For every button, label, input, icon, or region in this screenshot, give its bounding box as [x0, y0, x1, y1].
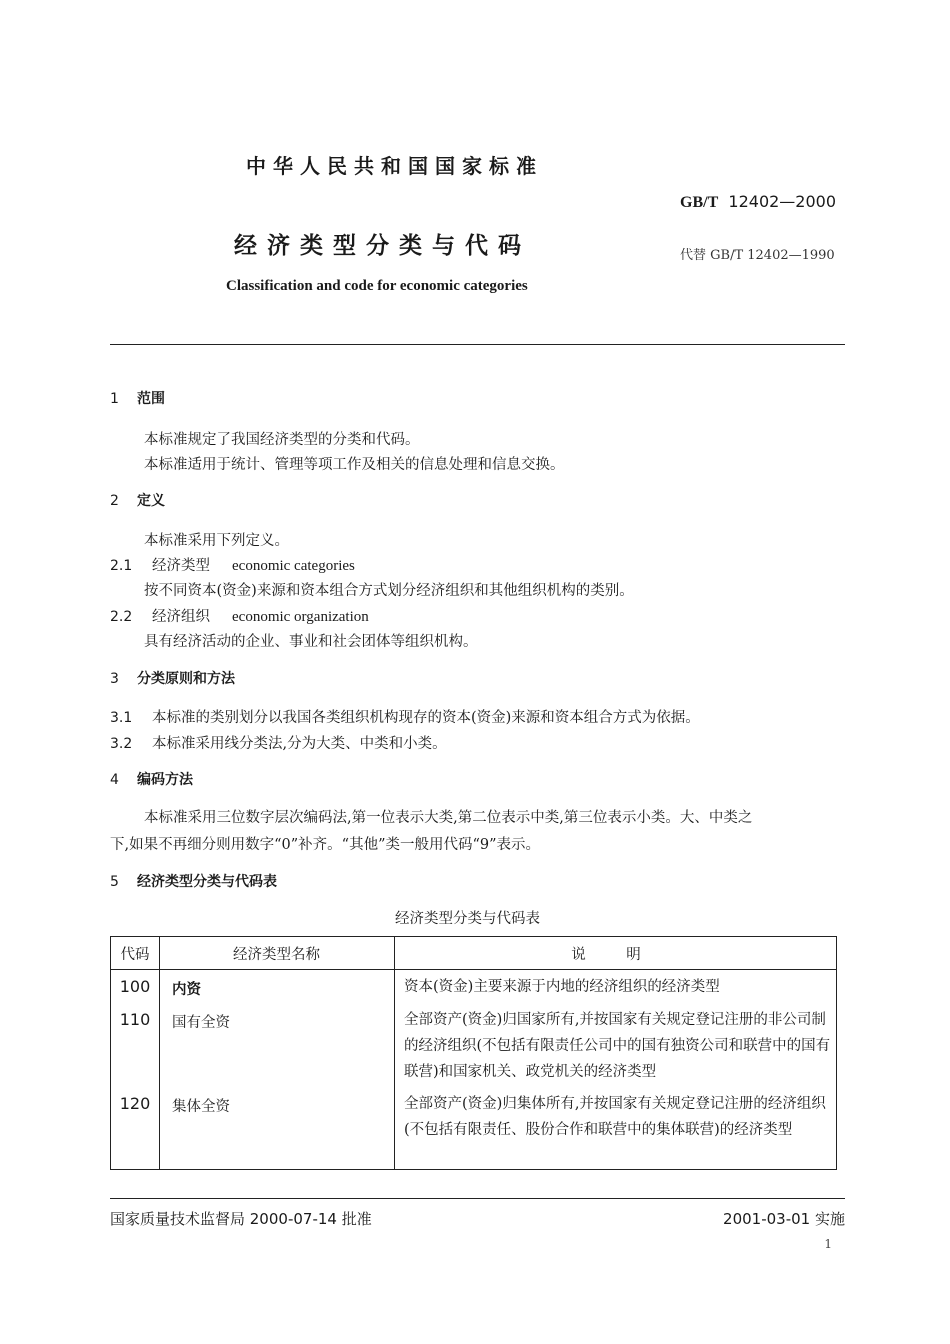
replaces-note: 代替 GB/T 12402—1990 [680, 248, 835, 263]
section-title: 编码方法 [137, 772, 193, 788]
footer-rule [110, 1198, 845, 1199]
header-code: 代码 [120, 947, 150, 963]
section-number: 5 [110, 874, 119, 890]
section-title: 范围 [137, 391, 165, 407]
definition-2-1-text: 按不同资本(资金)来源和资本组合方式划分经济组织和其他组织机构的类别。 [144, 583, 634, 599]
table-row-name: 集体全资 [172, 1099, 230, 1115]
clause-number: 2.2 [110, 609, 133, 625]
table-row-description: 资本(资金)主要来源于内地的经济组织的经济类型 [404, 979, 720, 995]
table-row-code: 100 [119, 977, 151, 996]
section-title: 定义 [137, 493, 165, 509]
clause-number: 3.1 [110, 710, 133, 726]
definition-2-1 [110, 554, 355, 575]
definition-term-english: economic categories [232, 558, 355, 574]
definition-term: 经济组织 [152, 609, 210, 625]
column-divider [159, 937, 160, 1169]
definition-term: 经济类型 [152, 558, 210, 574]
section-1-heading [110, 388, 165, 408]
section-3-heading [110, 668, 235, 688]
section-2-heading [110, 490, 165, 510]
clause-3-1 [110, 706, 700, 727]
header-divider [111, 969, 836, 970]
section-4-paragraph-line-1: 本标准采用三位数字层次编码法,第一位表示大类,第二位表示中类,第三位表示小类。大、中类之 [144, 810, 753, 826]
english-title: Classification and code for economic categories [226, 278, 528, 294]
standard-number-value: 12402—2000 [728, 192, 837, 211]
column-divider [394, 937, 395, 1169]
clause-text: 本标准的类别划分以我国各类组织机构现存的资本(资金)来源和资本组合方式为依据。 [152, 710, 700, 726]
section-title: 分类原则和方法 [137, 671, 235, 687]
document-title: 经济类型分类与代码 [234, 233, 531, 259]
table-caption: 经济类型分类与代码表 [395, 911, 540, 927]
implementation-date: 2001-03-01 实施 [723, 1210, 845, 1228]
issuing-agency: 中华人民共和国国家标准 [246, 154, 543, 178]
section-1-paragraph-2: 本标准适用于统计、管理等项工作及相关的信息处理和信息交换。 [144, 457, 565, 473]
header-rule [110, 344, 845, 345]
section-2-intro: 本标准采用下列定义。 [144, 533, 289, 549]
section-4-paragraph-line-2: 下,如果不再细分则用数字“0”补齐。“其他”类一般用代码“9”表示。 [110, 837, 541, 853]
clause-number: 2.1 [110, 558, 133, 574]
clause-text: 本标准采用线分类法,分为大类、中类和小类。 [152, 736, 447, 752]
clause-number: 3.2 [110, 736, 133, 752]
page-number: 1 [824, 1237, 832, 1251]
definition-2-2-text: 具有经济活动的企业、事业和社会团体等组织机构。 [144, 634, 478, 650]
header-name: 经济类型名称 [233, 947, 320, 963]
standard-prefix: GB/T [680, 194, 719, 211]
section-1-paragraph-1: 本标准规定了我国经济类型的分类和代码。 [144, 432, 420, 448]
table-row-code: 120 [119, 1094, 151, 1113]
table-row-code: 110 [119, 1010, 151, 1029]
section-5-heading [110, 871, 277, 891]
clause-3-2 [110, 732, 447, 753]
section-4-heading [110, 769, 193, 789]
table-row-name: 内资 [172, 982, 201, 998]
section-number: 3 [110, 671, 119, 687]
header-description: 说 明 [571, 947, 659, 963]
section-number: 4 [110, 772, 119, 788]
standard-number [680, 192, 836, 212]
section-number: 1 [110, 391, 119, 407]
section-title: 经济类型分类与代码表 [137, 874, 277, 890]
economic-category-code-table [110, 936, 837, 1170]
section-number: 2 [110, 493, 119, 509]
table-row-name: 国有全资 [172, 1015, 230, 1031]
definition-2-2 [110, 605, 369, 626]
table-row-description: 全部资产(资金)归国家所有,并按国家有关规定登记注册的非公司制的经济组织(不包括有限责任公司中的国有独资公司和联营中的国有联营)和国家机关、政党机关的经济类型 [404, 1012, 831, 1080]
definition-term-english: economic organization [232, 609, 369, 625]
approval-date: 国家质量技术监督局 2000-07-14 批准 [110, 1210, 372, 1228]
table-row-description: 全部资产(资金)归集体所有,并按国家有关规定登记注册的经济组织(不包括有限责任、股份合作和联营中的集体联营)的经济类型 [404, 1096, 826, 1138]
